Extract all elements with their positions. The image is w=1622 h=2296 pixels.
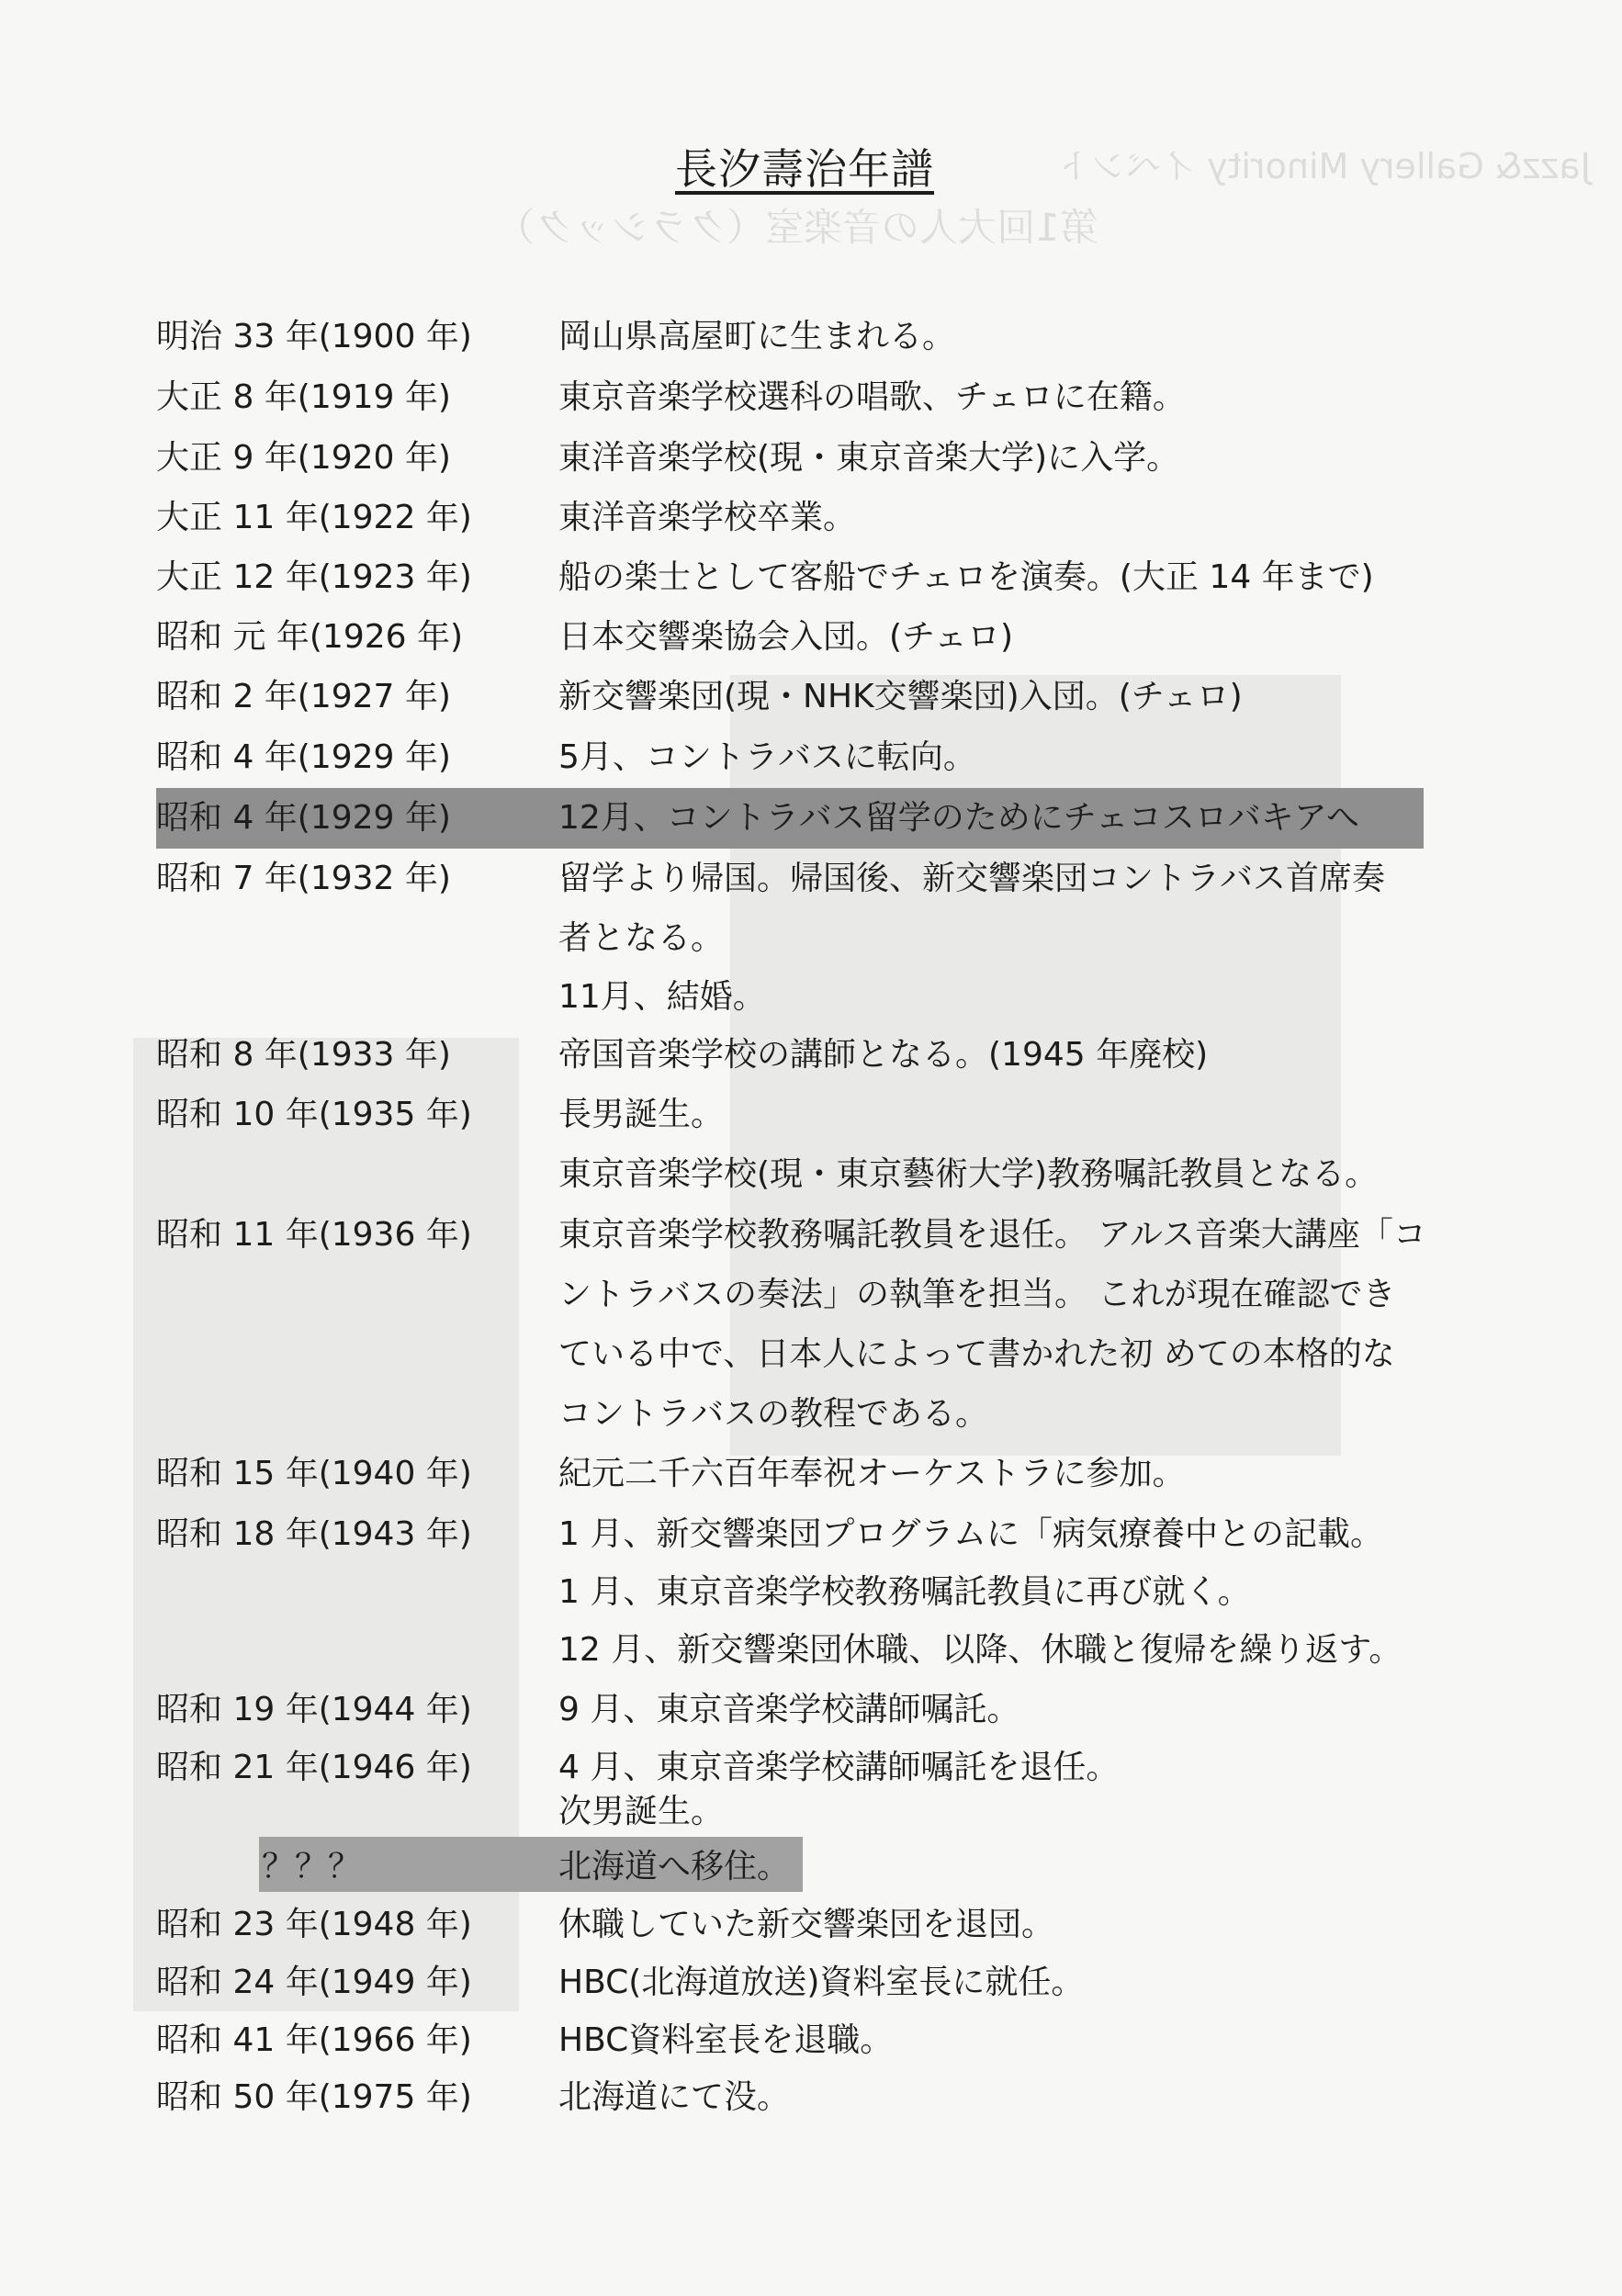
entry-1943-cont-1 (156, 1566, 1442, 1623)
entry-1933 (156, 1029, 1442, 1086)
entry-year: 昭和 元 年(1926 年) (156, 618, 464, 656)
entry-year: 昭和 24 年(1949 年) (156, 1964, 472, 2001)
entry-1929-may (156, 731, 1442, 788)
entry-event: HBC資料室長を退職。 (558, 2021, 894, 2059)
entry-year: 昭和 4 年(1929 年) (156, 799, 451, 837)
entry-1966 (156, 2014, 1442, 2071)
entry-year: 昭和 41 年(1966 年) (156, 2021, 472, 2059)
entry-event: HBC(北海道放送)資料室長に就任。 (558, 1964, 1085, 2001)
entry-event: 長男誕生。 (558, 1096, 725, 1133)
entry-event: 東京音楽学校選科の唱歌、チェロに在籍。 (558, 378, 1186, 416)
entry-1919 (156, 371, 1442, 428)
entry-year: ？？？ (262, 1848, 362, 1885)
entry-year: 昭和 19 年(1944 年) (156, 1691, 472, 1728)
entry-1923 (156, 551, 1442, 608)
entry-1943 (156, 1508, 1442, 1565)
entry-1922 (156, 491, 1442, 548)
entry-1948 (156, 1898, 1442, 1955)
entry-event: 1 月、新交響楽団プログラムに「病気療養中との記載。 (558, 1515, 1383, 1553)
entry-event: 新交響楽団(現・NHK交響楽団)入団。(チェロ) (558, 678, 1243, 715)
entry-year: 昭和 21 年(1946 年) (156, 1749, 472, 1786)
entry-event: 9 月、東京音楽学校講師嘱託。 (558, 1691, 1020, 1728)
entry-year: 昭和 15 年(1940 年) (156, 1455, 472, 1492)
entry-1935-cont (156, 1148, 1442, 1205)
entry-event: 留学より帰国。帰国後、新交響楽団コントラバス首席奏 (558, 860, 1386, 897)
entry-1920 (156, 432, 1442, 489)
entry-1900 (156, 310, 1442, 367)
entry-1946-cont (156, 1785, 1442, 1842)
entry-year: 大正 11 年(1922 年) (156, 499, 472, 536)
entry-1926 (156, 611, 1442, 668)
entry-event: 岡山県高屋町に生まれる。 (558, 318, 956, 355)
entry-event: 4 月、東京音楽学校講師嘱託を退任。 (558, 1749, 1120, 1786)
entry-year: 昭和 7 年(1932 年) (156, 860, 451, 897)
entry-1940 (156, 1447, 1442, 1504)
entry-1946 (156, 1725, 1442, 1786)
entry-year: 昭和 18 年(1943 年) (156, 1515, 472, 1553)
entry-1936-cont-2 (156, 1328, 1442, 1385)
entry-event: 休職していた新交響楽団を退団。 (558, 1906, 1055, 1943)
entry-1929-dec (156, 792, 1442, 849)
page-title: 長汐壽治年譜 (675, 144, 934, 194)
entry-year: 昭和 23 年(1948 年) (156, 1906, 472, 1943)
entry-event: コントラバスの教程である。 (558, 1395, 989, 1433)
entry-1936-cont-1 (156, 1268, 1442, 1325)
entry-event: 12月、コントラバス留学のためにチェコスロバキアへ (558, 799, 1360, 837)
entry-event: 船の楽士として客船でチェロを演奏。(大正 14 年まで) (558, 558, 1374, 596)
entry-event: 東洋音楽学校卒業。 (558, 499, 857, 536)
entry-event: 次男誕生。 (558, 1793, 725, 1830)
entry-1936 (156, 1209, 1442, 1266)
entry-event: 紀元二千六百年奉祝オーケストラに参加。 (558, 1455, 1186, 1492)
entry-event: ントラバスの奏法」の執筆を担当。 これが現在確認でき (558, 1276, 1396, 1313)
entry-1943-cont-2 (156, 1624, 1442, 1681)
entry-event: 帝国音楽学校の講師となる。(1945 年廃校) (558, 1036, 1209, 1074)
entry-event: 北海道にて没。 (558, 2078, 791, 2116)
entry-1932-cont-1 (156, 912, 1442, 969)
entry-1936-cont-3 (156, 1388, 1442, 1445)
entry-event: 11月、結婚。 (558, 978, 766, 1016)
entry-year: 大正 12 年(1923 年) (156, 558, 472, 596)
entry-year: 昭和 50 年(1975 年) (156, 2078, 472, 2116)
entry-year: 明治 33 年(1900 年) (156, 318, 472, 355)
entry-event: 日本交響楽協会入団。(チェロ) (558, 618, 1014, 656)
entry-event: 東京音楽学校(現・東京藝術大学)教務嘱託教員となる。 (558, 1155, 1379, 1193)
entry-1949 (156, 1956, 1442, 2013)
entry-1932 (156, 852, 1442, 909)
show-through-text-2: 第1回大人の音楽室（クラシック） (496, 205, 1098, 250)
entry-1932-cont-2 (156, 971, 1442, 1028)
entry-unknown-hokkaido (156, 1840, 1442, 1897)
entry-year: 昭和 10 年(1935 年) (156, 1096, 472, 1133)
entry-event: 東洋音楽学校(現・東京音楽大学)に入学。 (558, 439, 1180, 477)
show-through-text-1: Jazz& Gallery Minority イベント (1056, 146, 1591, 186)
entry-event: 1 月、東京音楽学校教務嘱託教員に再び就く。 (558, 1573, 1251, 1611)
entry-event: ている中で、日本人によって書かれた初 めての本格的な (558, 1335, 1395, 1373)
entry-1935 (156, 1088, 1442, 1145)
entry-year: 昭和 4 年(1929 年) (156, 738, 451, 776)
entry-event: 12 月、新交響楽団休職、以降、休職と復帰を繰り返す。 (558, 1631, 1402, 1669)
entry-year: 昭和 11 年(1936 年) (156, 1216, 472, 1254)
entry-year: 昭和 2 年(1927 年) (156, 678, 451, 715)
entry-event: 北海道へ移住。 (558, 1848, 791, 1885)
entry-1975 (156, 2071, 1442, 2128)
entry-event: 者となる。 (558, 919, 725, 957)
entry-event: 東京音楽学校教務嘱託教員を退任。 アルス音楽大講座「コ (558, 1216, 1426, 1254)
entry-year: 大正 8 年(1919 年) (156, 378, 451, 416)
entry-year: 昭和 8 年(1933 年) (156, 1036, 451, 1074)
entry-1927 (156, 670, 1442, 727)
entry-year: 大正 9 年(1920 年) (156, 439, 451, 477)
entry-event: 5月、コントラバスに転向。 (558, 738, 976, 776)
